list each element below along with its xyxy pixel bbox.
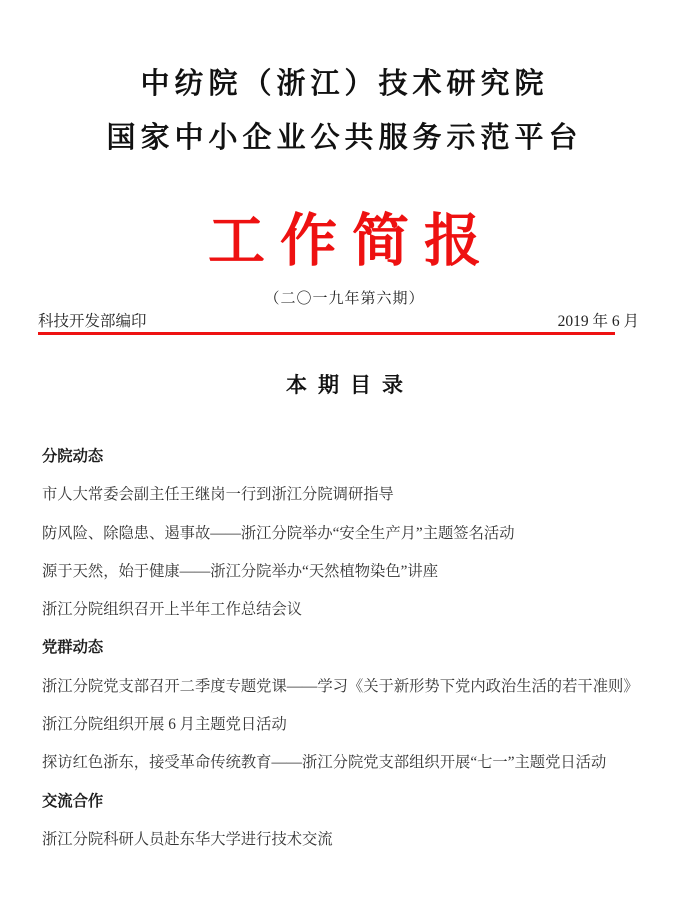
toc-item: 浙江分院组织开展 6 月主题党日活动 <box>42 716 287 734</box>
toc-item: 浙江分院科研人员赴东华大学进行技术交流 <box>42 830 333 848</box>
org-name-line2: 国家中小企业公共服务示范平台 <box>106 122 583 154</box>
toc-item: 浙江分院组织召开上半年工作总结会议 <box>42 601 303 619</box>
toc-section-heading: 分院动态 <box>42 448 104 465</box>
toc-item: 源于天然，始于健康——浙江分院举办“天然植物染色”讲座 <box>42 562 439 580</box>
toc-section-heading: 党群动态 <box>42 639 104 657</box>
publisher-label: 科技开发部编印 <box>38 313 147 330</box>
toc-item: 探访红色浙东，接受革命传统教育——浙江分院党支部组织开展“七一”主题党日活动 <box>42 754 607 772</box>
toc-item: 浙江分院党支部召开二季度专题党课——学习《关于新形势下党内政治生活的若干准则》 <box>42 677 639 695</box>
org-name-line1: 中纺院（浙江）技术研究院 <box>140 68 549 100</box>
toc-title: 本期目录 <box>286 374 414 397</box>
letterhead <box>0 0 689 155</box>
document-title: 工作简报 <box>208 209 496 273</box>
issue-number: （二〇一九年第六期） <box>264 291 425 307</box>
toc-item: 市人大常委会副主任王继岗一行到浙江分院调研指导 <box>42 486 394 504</box>
publication-line <box>38 312 639 334</box>
red-divider-line <box>38 332 615 335</box>
toc-item: 防风险、除隐患、遏事故——浙江分院举办“安全生产月”主题签名活动 <box>42 524 515 542</box>
toc-list <box>42 438 661 859</box>
publication-date: 2019 年 6 月 <box>557 313 639 330</box>
toc-section-heading: 交流合作 <box>42 792 104 810</box>
